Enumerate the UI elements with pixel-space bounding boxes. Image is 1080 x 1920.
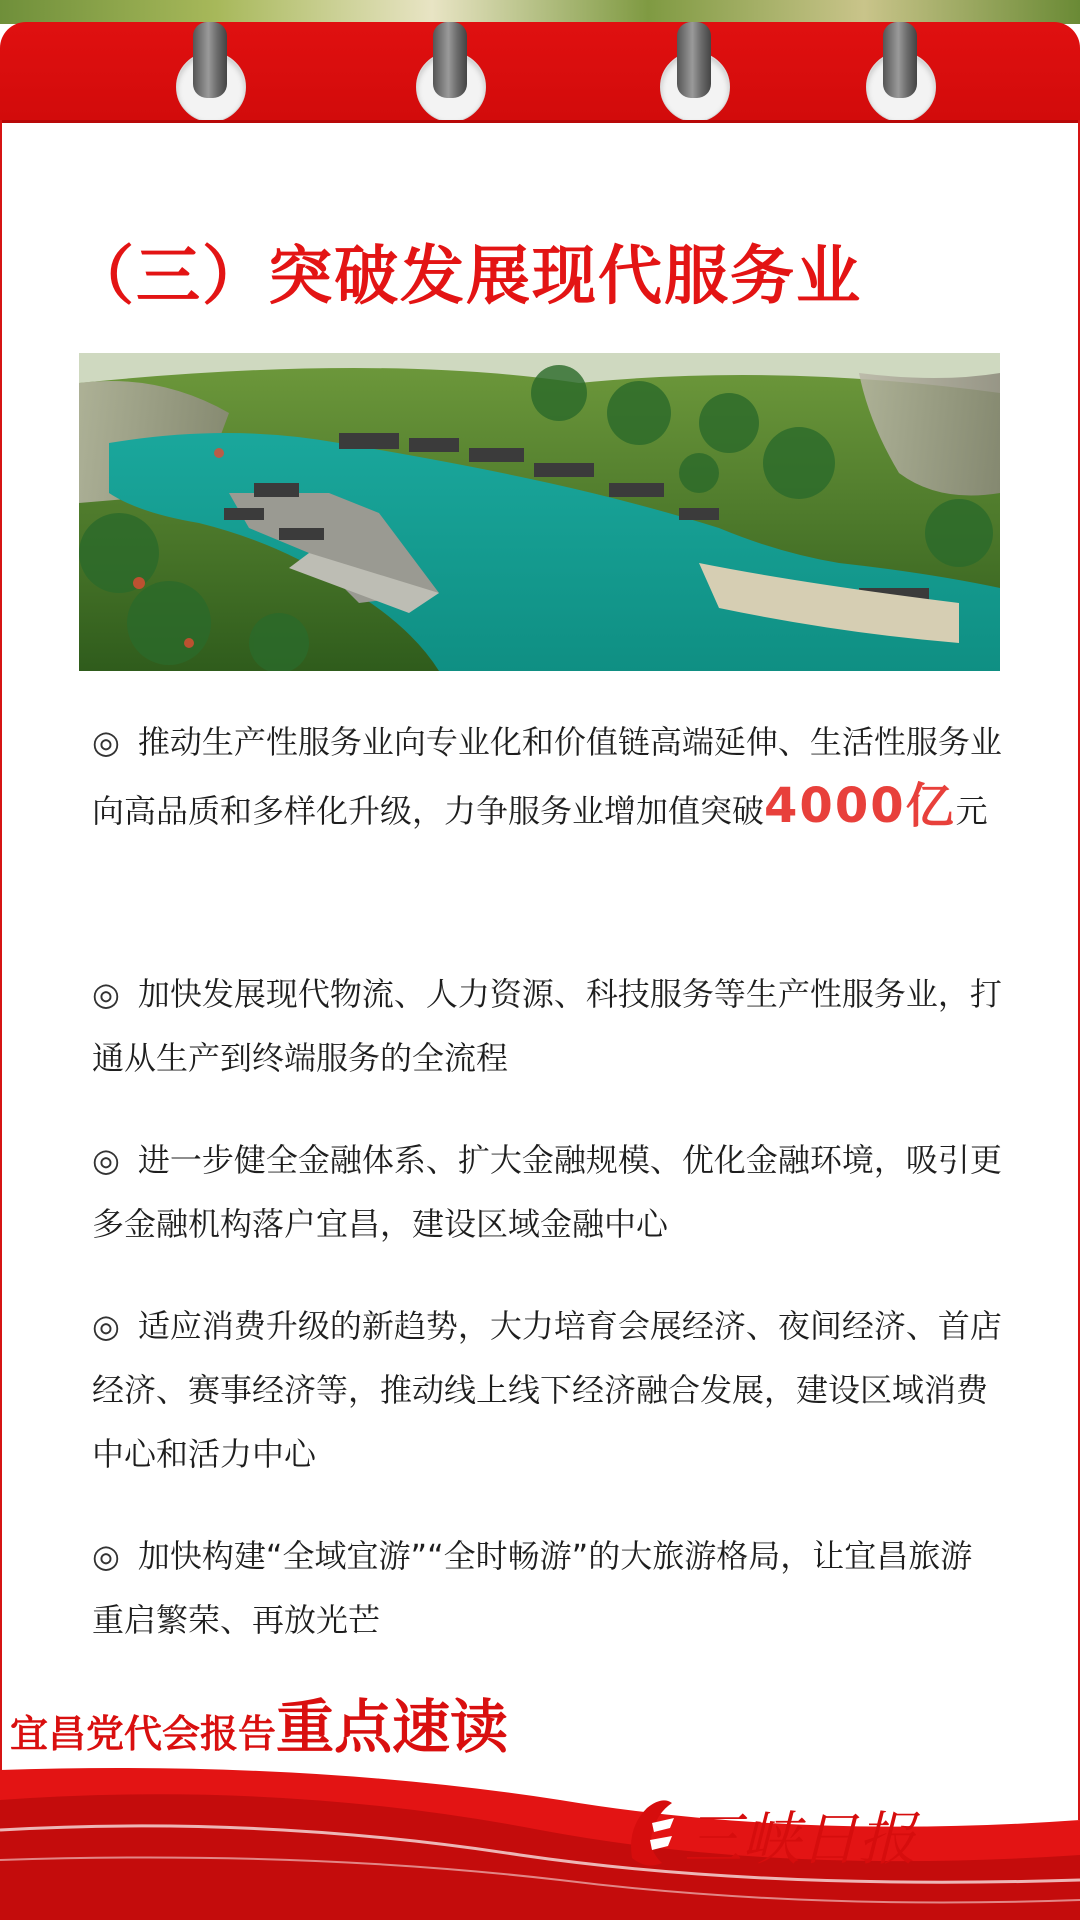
binder-ring-icon bbox=[176, 22, 246, 122]
calendar-header-bar bbox=[0, 22, 1080, 120]
newspaper-logo bbox=[622, 1788, 917, 1878]
bullet-marker-icon: ◎ bbox=[92, 975, 120, 1013]
highlight-value: 4000亿 bbox=[764, 778, 956, 834]
newspaper-emblem-icon bbox=[622, 1788, 682, 1878]
footer-wave-decoration bbox=[0, 1760, 1080, 1920]
bullet-marker-icon: ◎ bbox=[92, 1307, 120, 1345]
section-title: （三）突破发展现代服务业 bbox=[70, 240, 862, 314]
item-text: 加快构建“全域宜游”“全时畅游”的大旅游格局，让宜昌旅游重启繁荣、再放光芒 bbox=[92, 1537, 973, 1639]
bullet-marker-icon: ◎ bbox=[92, 1537, 120, 1575]
list-item bbox=[92, 962, 1004, 1090]
subtitle-prefix: 宜昌党代会报告 bbox=[10, 1712, 277, 1756]
bullet-marker-icon: ◎ bbox=[92, 1141, 120, 1179]
list-item bbox=[92, 1128, 1004, 1256]
list-item bbox=[92, 1294, 1004, 1486]
list-item bbox=[92, 1524, 1004, 1652]
top-scenery-strip bbox=[0, 0, 1080, 24]
bullet-marker-icon: ◎ bbox=[92, 723, 120, 761]
left-border-line bbox=[0, 120, 2, 1820]
item-text: 适应消费升级的新趋势，大力培育会展经济、夜间经济、首店经济、赛事经济等，推动线上线下经济融合发展，建设区域消费中心和活力中心 bbox=[92, 1307, 1002, 1473]
binder-ring-icon bbox=[416, 22, 486, 122]
list-item bbox=[92, 710, 1004, 843]
binder-ring-icon bbox=[866, 22, 936, 122]
scenic-illustration bbox=[79, 353, 1000, 671]
subtitle-emphasis: 重点速读 bbox=[276, 1693, 509, 1761]
item-text-suffix: 元 bbox=[955, 792, 988, 830]
footer-subtitle bbox=[10, 1680, 508, 1764]
newspaper-logo-text: 三峡日报 bbox=[684, 1805, 917, 1873]
item-text: 进一步健全金融体系、扩大金融规模、优化金融环境，吸引更多金融机构落户宜昌，建设区域金融中心 bbox=[92, 1141, 1002, 1243]
scenic-lake-town-illustration-icon bbox=[79, 353, 1000, 671]
binder-ring-icon bbox=[660, 22, 730, 122]
item-text: 加快发展现代物流、人力资源、科技服务等生产性服务业，打通从生产到终端服务的全流程 bbox=[92, 975, 1002, 1077]
item-text: 推动生产性服务业向专业化和价值链高端延伸、生活性服务业向高品质和多样化升级，力争服务业增加值突破 bbox=[92, 723, 1002, 830]
